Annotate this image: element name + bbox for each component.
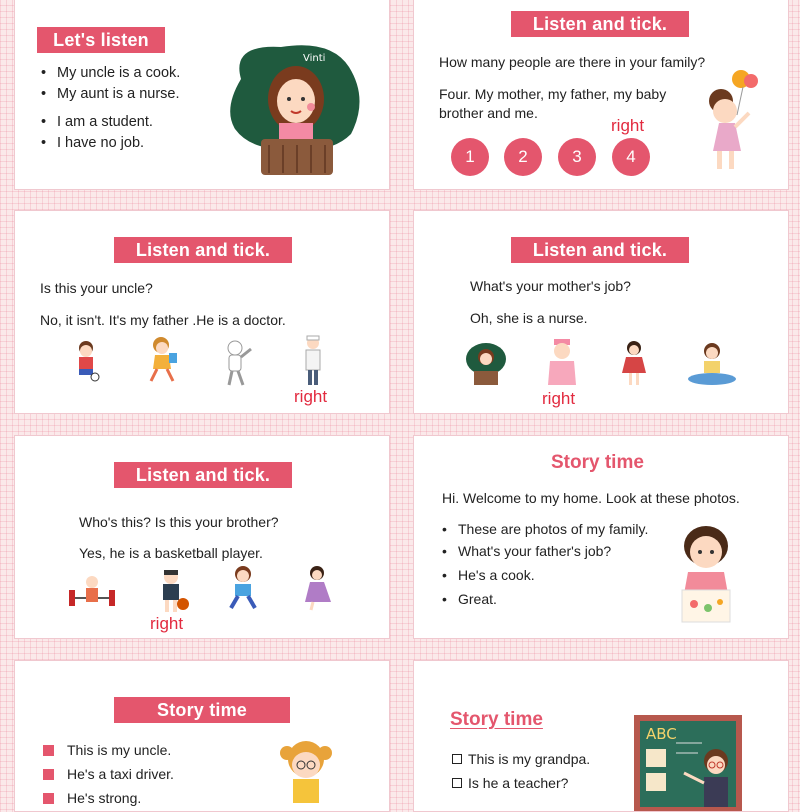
card-listen-and-tick-mother: [413, 210, 789, 414]
right-mark: right: [611, 116, 645, 135]
list-item: Is he a teacher?: [452, 775, 590, 791]
seated-girl-illustration: [686, 341, 738, 385]
story-time-list: [452, 751, 590, 791]
teacher-at-board-illustration: [632, 713, 744, 812]
option-2-button[interactable]: 2: [504, 138, 542, 176]
list-item: He's strong.: [41, 790, 174, 806]
story-time-title: Story time: [450, 709, 543, 730]
story-time-title: Story time: [551, 452, 644, 473]
answer-text: Oh, she is a nurse.: [470, 310, 588, 326]
list-item: • I am a student.: [39, 114, 180, 130]
list-item: This is my grandpa.: [452, 751, 590, 767]
teacher-girl-illustration: [221, 39, 371, 181]
story-time-list: [440, 521, 648, 607]
card-listen-and-tick-family: [413, 0, 789, 190]
list-item: • Great.: [440, 591, 648, 607]
question-text: How many people are there in your family?: [439, 54, 706, 70]
footballer-boy-illustration: [71, 339, 101, 383]
answer-text: Yes, he is a basketball player.: [79, 545, 263, 561]
balloon-girl-illustration: [699, 67, 769, 179]
answer-text-line2: brother and me.: [439, 105, 538, 121]
right-mark: right: [542, 389, 576, 408]
list-item: • These are photos of my family.: [440, 521, 648, 537]
banner-lets-listen: Let's listen: [37, 27, 165, 53]
banner-story-time: Story time: [114, 697, 290, 723]
dancing-girl-illustration: [301, 564, 335, 612]
banner-listen-and-tick: Listen and tick.: [511, 237, 689, 263]
basketball-boy-illustration: [155, 568, 191, 614]
list-item: • My uncle is a cook.: [39, 65, 180, 81]
card-story-time-uncle: [14, 660, 390, 812]
question-text: What's your mother's job?: [470, 278, 631, 294]
list-item: He's a taxi driver.: [41, 766, 174, 782]
waving-girl-illustration: [271, 733, 341, 803]
card-listen-and-tick-uncle: [14, 210, 390, 414]
weightlifter-illustration: [67, 574, 117, 612]
story-time-list: [41, 742, 174, 806]
board-text: ABC: [646, 725, 677, 743]
option-4-button[interactable]: 4: [612, 138, 650, 176]
teacher-girl-illustration: [464, 341, 508, 387]
intro-text: Hi. Welcome to my home. Look at these photos.: [442, 490, 740, 506]
card-listen-and-tick-brother: [14, 435, 390, 639]
banner-listen-and-tick: Listen and tick.: [511, 11, 689, 37]
nurse-illustration: [542, 337, 582, 389]
right-mark: right: [294, 387, 328, 406]
list-item: • What's your father's job?: [440, 543, 648, 559]
running-boy-illustration: [225, 564, 263, 612]
question-text: Is this your uncle?: [40, 280, 153, 296]
list-item: • He's a cook.: [440, 567, 648, 583]
answer-text-line1: Four. My mother, my father, my baby: [439, 86, 667, 102]
astronaut-illustration: [221, 339, 255, 387]
lets-listen-list: [39, 65, 180, 151]
board-text: Vinti: [303, 53, 326, 64]
list-item: This is my uncle.: [41, 742, 174, 758]
card-story-time-grandpa: [413, 660, 789, 812]
right-mark: right: [150, 614, 184, 633]
drawing-girl-illustration: [674, 524, 738, 626]
banner-listen-and-tick: Listen and tick.: [114, 237, 292, 263]
list-item: • My aunt is a nurse.: [39, 86, 180, 102]
card-story-time-photos: [413, 435, 789, 639]
option-3-button[interactable]: 3: [558, 138, 596, 176]
doctor-illustration: [300, 335, 326, 387]
card-lets-listen: [14, 0, 390, 190]
answer-text: No, it isn't. It's my father .He is a doctor.: [40, 312, 286, 328]
dancer-girl-illustration: [620, 339, 648, 387]
runner-girl-illustration: [143, 335, 183, 385]
question-text: Who's this? Is this your brother?: [79, 514, 279, 530]
banner-listen-and-tick: Listen and tick.: [114, 462, 292, 488]
list-item: • I have no job.: [39, 135, 180, 151]
option-1-button[interactable]: 1: [451, 138, 489, 176]
